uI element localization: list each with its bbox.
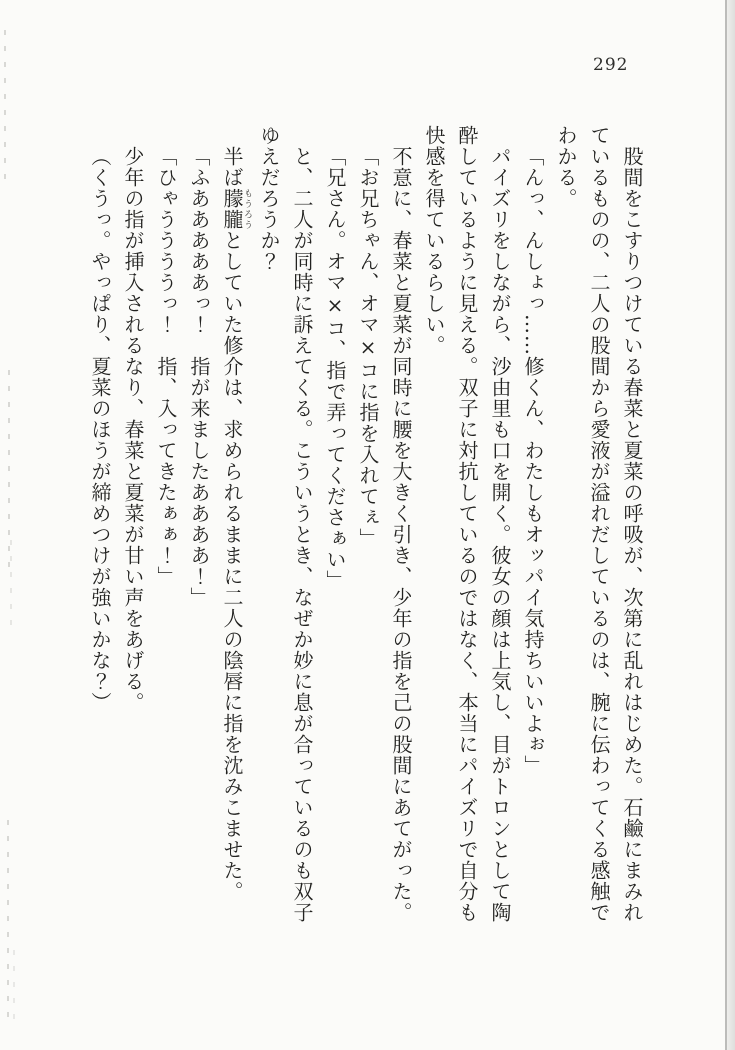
scan-artifact [10, 540, 12, 630]
text-line: パイズリをしながら、沙由里も口を開く。彼女の顔は上気し、目がトロンとして陶 [488, 146, 512, 923]
ruby-base-text: 朦朧 [220, 188, 244, 230]
text-line: 快感を得ているらしい。 [422, 125, 446, 356]
text-line: と、二人が同時に訴えてくる。こういうとき、なぜか妙に息が合っているのも双子 [290, 146, 314, 923]
scan-artifact [7, 820, 9, 1020]
text-line: 酔しているように見える。双子に対抗しているのではなく、本当にパイズリで自分も [455, 125, 479, 923]
text-line: 「お兄ちゃん、オマ×コに指を入れてぇ」 [356, 146, 380, 549]
text-line-with-ruby [215, 125, 252, 947]
text-line: 少年の指が挿入されるなり、春菜と夏菜が甘い声をあげる。 [121, 146, 145, 713]
text-line: わかる。 [554, 125, 578, 209]
text-line: ゆえだろうか？ [257, 125, 281, 272]
text-line: 股間をこすりつけている春菜と夏菜の呼吸が、次第に乱れはじめた。石鹼にまみれ [620, 146, 644, 923]
text-line: 「ひゃううううっ！ 指、入ってきたぁぁ！」 [154, 146, 178, 587]
scan-artifact [4, 30, 6, 190]
furigana-text: もうろう [242, 188, 252, 230]
text-block [83, 125, 648, 947]
ruby-after-text: としていた修介は、求められるままに二人の陰唇に指を沈みこませた。 [220, 230, 244, 902]
ruby-annotated-word [220, 188, 252, 230]
ruby-before-text: 半ば [220, 146, 244, 188]
text-line: （くうっ。やっぱり、夏菜のほうが締めつけが強いかな？） [88, 146, 112, 713]
page-edge-shadow [725, 0, 735, 1050]
text-line: ているものの、二人の股間から愛液が溢れだしているのは、腕に伝わってくる感触で [587, 125, 611, 923]
text-line: 不意に、春菜と夏菜が同時に腰を大きく引き、少年の指を己の股間にあてがった。 [389, 146, 413, 923]
scan-artifact [13, 950, 15, 1020]
text-line: 「んっ、んしょっ……修くん、わたしもオッパイ気持ちいいよぉ」 [521, 146, 545, 776]
text-line: 「ふあああああっ！ 指が来ましたああああ！」 [187, 146, 211, 608]
text-line: 「兄さん。オマ×コ、指で弄ってくださぁい」 [323, 146, 347, 591]
page-number: 292 [593, 55, 629, 75]
